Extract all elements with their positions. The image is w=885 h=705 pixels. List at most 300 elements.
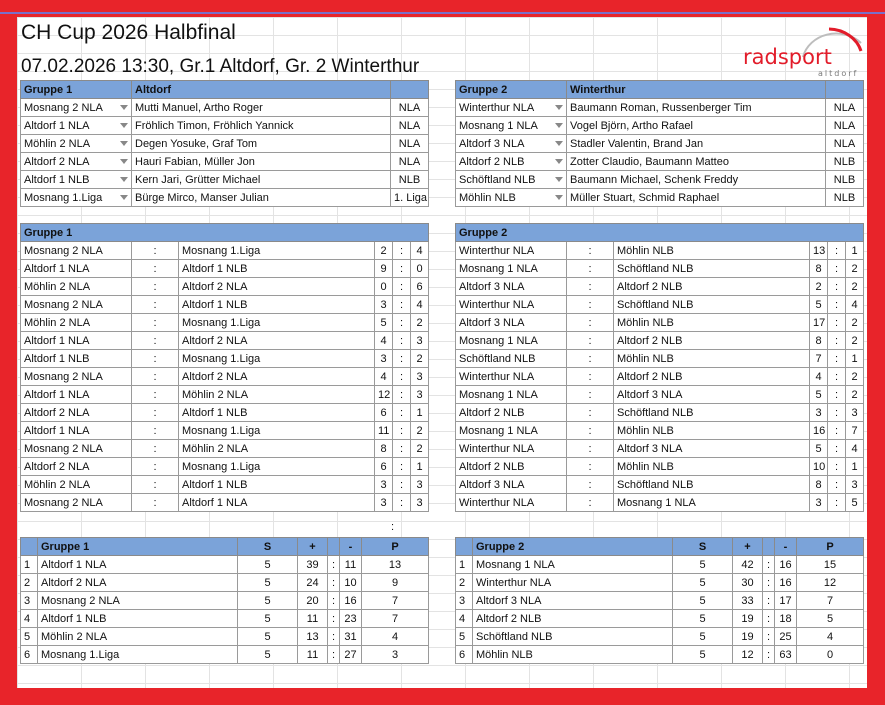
team-dropdown[interactable]	[456, 117, 567, 135]
match-row	[21, 296, 429, 314]
away-score-cell[interactable]: 2	[846, 386, 864, 404]
home-score-cell[interactable]: 8	[375, 440, 393, 458]
away-score-cell[interactable]: 6	[411, 278, 429, 296]
home-score-cell[interactable]: 4	[375, 332, 393, 350]
away-score-cell[interactable]: 3	[411, 476, 429, 494]
match-row	[456, 350, 864, 368]
away-score-cell[interactable]: 2	[846, 260, 864, 278]
away-team-cell: Mosnang 1.Liga	[179, 350, 375, 368]
away-score-cell[interactable]: 2	[411, 314, 429, 332]
goals-for-cell: 39	[298, 556, 328, 574]
away-score-cell[interactable]: 2	[846, 314, 864, 332]
score-colon: :	[393, 386, 411, 404]
home-team-cell: Altdorf 3 NLA	[456, 314, 567, 332]
logo-subtext: altdorf	[818, 69, 859, 78]
league-cell: NLA	[391, 117, 429, 135]
rank-cell: 1	[456, 556, 473, 574]
vs-separator: :	[132, 296, 179, 314]
home-team-cell: Altdorf 1 NLA	[21, 332, 132, 350]
home-score-cell[interactable]: 3	[375, 494, 393, 512]
match-row	[21, 368, 429, 386]
goals-for-cell: 11	[298, 646, 328, 664]
vs-separator: :	[567, 458, 614, 476]
standings-row	[456, 628, 864, 646]
away-team-cell: Altdorf 1 NLB	[179, 404, 375, 422]
goals-colon: :	[328, 628, 340, 646]
match-row	[21, 494, 429, 512]
dropdown-arrow-icon[interactable]	[555, 141, 563, 146]
rank-header-cell	[456, 538, 473, 556]
vs-separator: :	[132, 440, 179, 458]
games-cell: 5	[238, 556, 298, 574]
home-score-cell[interactable]: 8	[810, 332, 828, 350]
standings-table-gruppe-2	[455, 537, 864, 664]
home-team-cell: Schöftland NLB	[456, 350, 567, 368]
home-score-cell[interactable]: 2	[375, 242, 393, 260]
dropdown-arrow-icon[interactable]	[555, 105, 563, 110]
vs-separator: :	[567, 296, 614, 314]
home-score-cell[interactable]: 12	[375, 386, 393, 404]
players-cell: Zotter Claudio, Baumann Matteo	[567, 153, 826, 171]
team-name: Mosnang 2 NLA	[24, 101, 103, 114]
goals-against-cell: 16	[340, 592, 362, 610]
standings-row	[21, 610, 429, 628]
away-score-cell[interactable]: 7	[846, 422, 864, 440]
home-team-cell: Altdorf 3 NLA	[456, 476, 567, 494]
team-row	[21, 153, 429, 171]
games-cell: 5	[238, 646, 298, 664]
matches-group-header: Gruppe 2	[456, 224, 864, 242]
away-team-cell: Mosnang 1.Liga	[179, 314, 375, 332]
players-cell: Baumann Michael, Schenk Freddy	[567, 171, 826, 189]
home-score-cell[interactable]: 17	[810, 314, 828, 332]
standings-team-cell: Altdorf 1 NLB	[38, 610, 238, 628]
standings-team-cell: Mosnang 1.Liga	[38, 646, 238, 664]
away-team-cell: Möhlin 2 NLA	[179, 440, 375, 458]
goals-for-cell: 12	[733, 646, 763, 664]
home-team-cell: Altdorf 1 NLA	[21, 422, 132, 440]
away-score-cell[interactable]: 3	[411, 494, 429, 512]
away-score-cell[interactable]: 1	[411, 458, 429, 476]
rank-header-cell	[21, 538, 38, 556]
home-team-cell: Mosnang 2 NLA	[21, 368, 132, 386]
team-row	[21, 189, 429, 207]
home-score-cell[interactable]: 5	[810, 440, 828, 458]
league-cell: NLB	[391, 171, 429, 189]
standings-header-row	[456, 538, 864, 556]
away-team-cell: Mosnang 1.Liga	[179, 242, 375, 260]
score-colon: :	[828, 332, 846, 350]
score-colon: :	[828, 422, 846, 440]
team-dropdown[interactable]	[21, 117, 132, 135]
score-colon: :	[828, 386, 846, 404]
home-score-cell[interactable]: 4	[810, 368, 828, 386]
colon-header-cell	[328, 538, 340, 556]
home-team-cell: Altdorf 2 NLA	[21, 404, 132, 422]
score-colon: :	[828, 458, 846, 476]
team-dropdown[interactable]	[456, 153, 567, 171]
standings-row	[21, 574, 429, 592]
vs-separator: :	[132, 368, 179, 386]
teams-table-gruppe-2	[455, 80, 864, 207]
page-subtitle: 07.02.2026 13:30, Gr.1 Altdorf, Gr. 2 Winterthur	[21, 56, 420, 77]
team-dropdown[interactable]	[21, 189, 132, 207]
rank-cell: 1	[21, 556, 38, 574]
away-score-cell[interactable]: 2	[411, 350, 429, 368]
standings-table-gruppe-1	[20, 537, 429, 664]
players-cell: Baumann Roman, Russenberger Tim	[567, 99, 826, 117]
games-cell: 5	[238, 610, 298, 628]
matches-group-header: Gruppe 1	[21, 224, 429, 242]
match-row	[21, 404, 429, 422]
standings-team-cell: Altdorf 2 NLB	[473, 610, 673, 628]
home-team-cell: Mosnang 2 NLA	[21, 494, 132, 512]
away-score-cell[interactable]: 2	[846, 332, 864, 350]
goals-against-cell: 11	[340, 556, 362, 574]
rank-cell: 3	[21, 592, 38, 610]
standings-team-cell: Altdorf 2 NLA	[38, 574, 238, 592]
vs-separator: :	[567, 476, 614, 494]
standings-row	[456, 610, 864, 628]
home-team-cell: Mosnang 2 NLA	[21, 296, 132, 314]
league-cell: 1. Liga	[391, 189, 429, 207]
rank-cell: 4	[456, 610, 473, 628]
match-row	[456, 422, 864, 440]
score-colon: :	[828, 368, 846, 386]
league-cell: NLA	[391, 99, 429, 117]
away-score-cell[interactable]: 2	[411, 422, 429, 440]
score-colon: :	[393, 404, 411, 422]
score-colon: :	[828, 476, 846, 494]
away-score-cell[interactable]: 5	[846, 494, 864, 512]
points-cell: 7	[362, 610, 429, 628]
team-name: Möhlin NLB	[459, 191, 516, 204]
away-score-cell[interactable]: 1	[846, 242, 864, 260]
league-cell: NLA	[826, 99, 864, 117]
goals-for-cell: 33	[733, 592, 763, 610]
stray-colon: :	[391, 521, 395, 533]
away-score-cell[interactable]: 2	[846, 368, 864, 386]
vs-separator: :	[567, 368, 614, 386]
team-row	[21, 171, 429, 189]
goals-colon: :	[763, 574, 775, 592]
games-header: S	[673, 538, 733, 556]
goals-for-cell: 13	[298, 628, 328, 646]
team-dropdown[interactable]	[21, 99, 132, 117]
vs-separator: :	[567, 260, 614, 278]
away-score-cell[interactable]: 1	[411, 404, 429, 422]
teams-header-row	[456, 81, 864, 99]
page-title: CH Cup 2026 Halbfinal	[21, 21, 236, 44]
vs-separator: :	[132, 242, 179, 260]
away-score-cell[interactable]: 3	[846, 404, 864, 422]
home-score-cell[interactable]: 3	[375, 350, 393, 368]
team-row	[456, 99, 864, 117]
standings-row	[456, 646, 864, 664]
home-team-cell: Altdorf 2 NLB	[456, 458, 567, 476]
away-team-cell: Altdorf 2 NLA	[179, 368, 375, 386]
points-cell: 0	[797, 646, 864, 664]
team-row	[21, 135, 429, 153]
games-cell: 5	[673, 574, 733, 592]
home-team-cell: Altdorf 2 NLA	[21, 458, 132, 476]
players-cell: Degen Yosuke, Graf Tom	[132, 135, 391, 153]
match-row	[21, 422, 429, 440]
standings-team-cell: Schöftland NLB	[473, 628, 673, 646]
score-colon: :	[828, 278, 846, 296]
matches-header-row	[456, 224, 864, 242]
team-name: Winterthur NLA	[459, 101, 535, 114]
home-score-cell[interactable]: 7	[810, 350, 828, 368]
away-team-cell: Altdorf 2 NLA	[179, 278, 375, 296]
vs-separator: :	[132, 332, 179, 350]
score-colon: :	[393, 494, 411, 512]
away-score-cell[interactable]: 2	[411, 440, 429, 458]
dropdown-arrow-icon[interactable]	[120, 141, 128, 146]
score-colon: :	[393, 278, 411, 296]
goals-colon: :	[763, 592, 775, 610]
team-name: Mosnang 1.Liga	[24, 191, 103, 204]
players-cell: Hauri Fabian, Müller Jon	[132, 153, 391, 171]
players-cell: Vogel Björn, Artho Rafael	[567, 117, 826, 135]
rank-cell: 3	[456, 592, 473, 610]
team-dropdown[interactable]	[456, 171, 567, 189]
points-cell: 12	[797, 574, 864, 592]
goals-colon: :	[763, 628, 775, 646]
goals-colon: :	[763, 556, 775, 574]
vs-separator: :	[567, 314, 614, 332]
team-name: Altdorf 1 NLA	[24, 119, 90, 132]
home-score-cell[interactable]: 6	[375, 458, 393, 476]
matches-table-gruppe-1	[20, 223, 429, 512]
home-score-cell[interactable]: 3	[375, 476, 393, 494]
standings-team-cell: Möhlin NLB	[473, 646, 673, 664]
standings-row	[21, 628, 429, 646]
league-cell: NLA	[391, 153, 429, 171]
standings-team-cell: Mosnang 1 NLA	[473, 556, 673, 574]
away-team-cell: Schöftland NLB	[614, 476, 810, 494]
away-score-cell[interactable]: 1	[846, 458, 864, 476]
match-row	[456, 440, 864, 458]
match-row	[456, 242, 864, 260]
away-score-cell[interactable]: 3	[411, 386, 429, 404]
league-cell: NLB	[826, 189, 864, 207]
games-cell: 5	[673, 628, 733, 646]
minus-header: -	[775, 538, 797, 556]
goals-colon: :	[328, 556, 340, 574]
venue-header-cell: Winterthur	[567, 81, 826, 99]
vs-separator: :	[132, 260, 179, 278]
away-score-cell[interactable]: 4	[846, 296, 864, 314]
home-team-cell: Winterthur NLA	[456, 440, 567, 458]
away-score-cell[interactable]: 1	[846, 350, 864, 368]
match-row	[21, 332, 429, 350]
home-team-cell: Mosnang 1 NLA	[456, 332, 567, 350]
away-score-cell[interactable]: 4	[411, 296, 429, 314]
match-row	[456, 296, 864, 314]
vs-separator: :	[567, 440, 614, 458]
away-team-cell: Altdorf 1 NLB	[179, 260, 375, 278]
standings-row	[456, 592, 864, 610]
away-team-cell: Möhlin NLB	[614, 350, 810, 368]
dropdown-arrow-icon[interactable]	[555, 177, 563, 182]
vs-separator: :	[567, 422, 614, 440]
header-empty-cell	[391, 81, 429, 99]
standings-row	[21, 556, 429, 574]
dropdown-arrow-icon[interactable]	[120, 123, 128, 128]
points-cell: 13	[362, 556, 429, 574]
vs-separator: :	[567, 278, 614, 296]
home-score-cell[interactable]: 3	[810, 494, 828, 512]
dropdown-arrow-icon[interactable]	[120, 195, 128, 200]
team-row	[456, 189, 864, 207]
home-score-cell[interactable]: 0	[375, 278, 393, 296]
goals-against-cell: 18	[775, 610, 797, 628]
away-team-cell: Altdorf 1 NLB	[179, 296, 375, 314]
vs-separator: :	[132, 476, 179, 494]
players-cell: Kern Jari, Grütter Michael	[132, 171, 391, 189]
score-colon: :	[828, 260, 846, 278]
away-team-cell: Möhlin 2 NLA	[179, 386, 375, 404]
match-row	[456, 278, 864, 296]
rank-cell: 4	[21, 610, 38, 628]
away-score-cell[interactable]: 3	[846, 476, 864, 494]
home-score-cell[interactable]: 4	[375, 368, 393, 386]
team-dropdown[interactable]	[456, 189, 567, 207]
home-team-cell: Mosnang 1 NLA	[456, 422, 567, 440]
away-score-cell[interactable]: 3	[411, 332, 429, 350]
rank-cell: 2	[456, 574, 473, 592]
games-cell: 5	[238, 592, 298, 610]
away-score-cell[interactable]: 2	[846, 278, 864, 296]
standings-row	[456, 574, 864, 592]
standings-group-header: Gruppe 2	[473, 538, 673, 556]
away-score-cell[interactable]: 0	[411, 260, 429, 278]
away-score-cell[interactable]: 4	[846, 440, 864, 458]
dropdown-arrow-icon[interactable]	[555, 195, 563, 200]
score-colon: :	[393, 314, 411, 332]
home-team-cell: Altdorf 1 NLA	[21, 260, 132, 278]
players-cell: Müller Stuart, Schmid Raphael	[567, 189, 826, 207]
home-score-cell[interactable]: 3	[375, 296, 393, 314]
team-row	[21, 117, 429, 135]
away-score-cell[interactable]: 3	[411, 368, 429, 386]
dropdown-arrow-icon[interactable]	[555, 159, 563, 164]
home-team-cell: Winterthur NLA	[456, 296, 567, 314]
home-score-cell[interactable]: 11	[375, 422, 393, 440]
home-score-cell[interactable]: 16	[810, 422, 828, 440]
score-colon: :	[828, 440, 846, 458]
team-row	[21, 99, 429, 117]
players-cell: Fröhlich Timon, Fröhlich Yannick	[132, 117, 391, 135]
vs-separator: :	[567, 494, 614, 512]
rank-cell: 5	[21, 628, 38, 646]
score-colon: :	[393, 440, 411, 458]
goals-colon: :	[763, 646, 775, 664]
match-row	[21, 242, 429, 260]
score-colon: :	[393, 260, 411, 278]
points-cell: 15	[797, 556, 864, 574]
dropdown-arrow-icon[interactable]	[120, 105, 128, 110]
dropdown-arrow-icon[interactable]	[555, 123, 563, 128]
radsport-logo	[743, 21, 867, 81]
match-row	[21, 440, 429, 458]
home-score-cell[interactable]: 9	[375, 260, 393, 278]
match-row	[21, 458, 429, 476]
away-team-cell: Mosnang 1 NLA	[614, 494, 810, 512]
away-team-cell: Altdorf 2 NLB	[614, 332, 810, 350]
points-cell: 4	[362, 628, 429, 646]
standings-row	[456, 556, 864, 574]
vs-separator: :	[567, 350, 614, 368]
league-cell: NLA	[826, 117, 864, 135]
home-team-cell: Altdorf 2 NLB	[456, 404, 567, 422]
rank-cell: 6	[21, 646, 38, 664]
group-header-cell: Gruppe 1	[21, 81, 132, 99]
home-team-cell: Mosnang 1 NLA	[456, 386, 567, 404]
home-team-cell: Mosnang 2 NLA	[21, 242, 132, 260]
dropdown-arrow-icon[interactable]	[120, 159, 128, 164]
away-team-cell: Möhlin NLB	[614, 422, 810, 440]
match-row	[21, 260, 429, 278]
teams-table-gruppe-1	[20, 80, 429, 207]
rank-cell: 6	[456, 646, 473, 664]
team-row	[456, 153, 864, 171]
team-dropdown[interactable]	[21, 171, 132, 189]
vs-separator: :	[132, 278, 179, 296]
score-colon: :	[393, 332, 411, 350]
match-row	[456, 494, 864, 512]
score-colon: :	[828, 404, 846, 422]
match-row	[21, 278, 429, 296]
home-score-cell[interactable]: 8	[810, 476, 828, 494]
team-dropdown[interactable]	[21, 135, 132, 153]
goals-against-cell: 17	[775, 592, 797, 610]
home-score-cell[interactable]: 2	[810, 278, 828, 296]
team-name: Altdorf 1 NLB	[24, 173, 90, 186]
games-cell: 5	[673, 592, 733, 610]
home-team-cell: Altdorf 3 NLA	[456, 278, 567, 296]
team-dropdown[interactable]	[456, 135, 567, 153]
goals-for-cell: 42	[733, 556, 763, 574]
home-team-cell: Winterthur NLA	[456, 368, 567, 386]
goals-against-cell: 16	[775, 556, 797, 574]
home-team-cell: Winterthur NLA	[456, 494, 567, 512]
home-score-cell[interactable]: 3	[810, 404, 828, 422]
home-score-cell[interactable]: 5	[810, 386, 828, 404]
team-dropdown[interactable]	[21, 153, 132, 171]
home-score-cell[interactable]: 6	[375, 404, 393, 422]
home-score-cell[interactable]: 5	[375, 314, 393, 332]
vs-separator: :	[132, 422, 179, 440]
team-dropdown[interactable]	[456, 99, 567, 117]
dropdown-arrow-icon[interactable]	[120, 177, 128, 182]
league-cell: NLB	[826, 153, 864, 171]
matches-header-row	[21, 224, 429, 242]
minus-header: -	[340, 538, 362, 556]
team-name: Schöftland NLB	[459, 173, 536, 186]
home-score-cell[interactable]: 10	[810, 458, 828, 476]
score-colon: :	[828, 296, 846, 314]
away-score-cell[interactable]: 4	[411, 242, 429, 260]
home-score-cell[interactable]: 13	[810, 242, 828, 260]
home-score-cell[interactable]: 5	[810, 296, 828, 314]
goals-against-cell: 23	[340, 610, 362, 628]
home-score-cell[interactable]: 8	[810, 260, 828, 278]
match-row	[456, 404, 864, 422]
goals-colon: :	[328, 574, 340, 592]
score-colon: :	[828, 494, 846, 512]
